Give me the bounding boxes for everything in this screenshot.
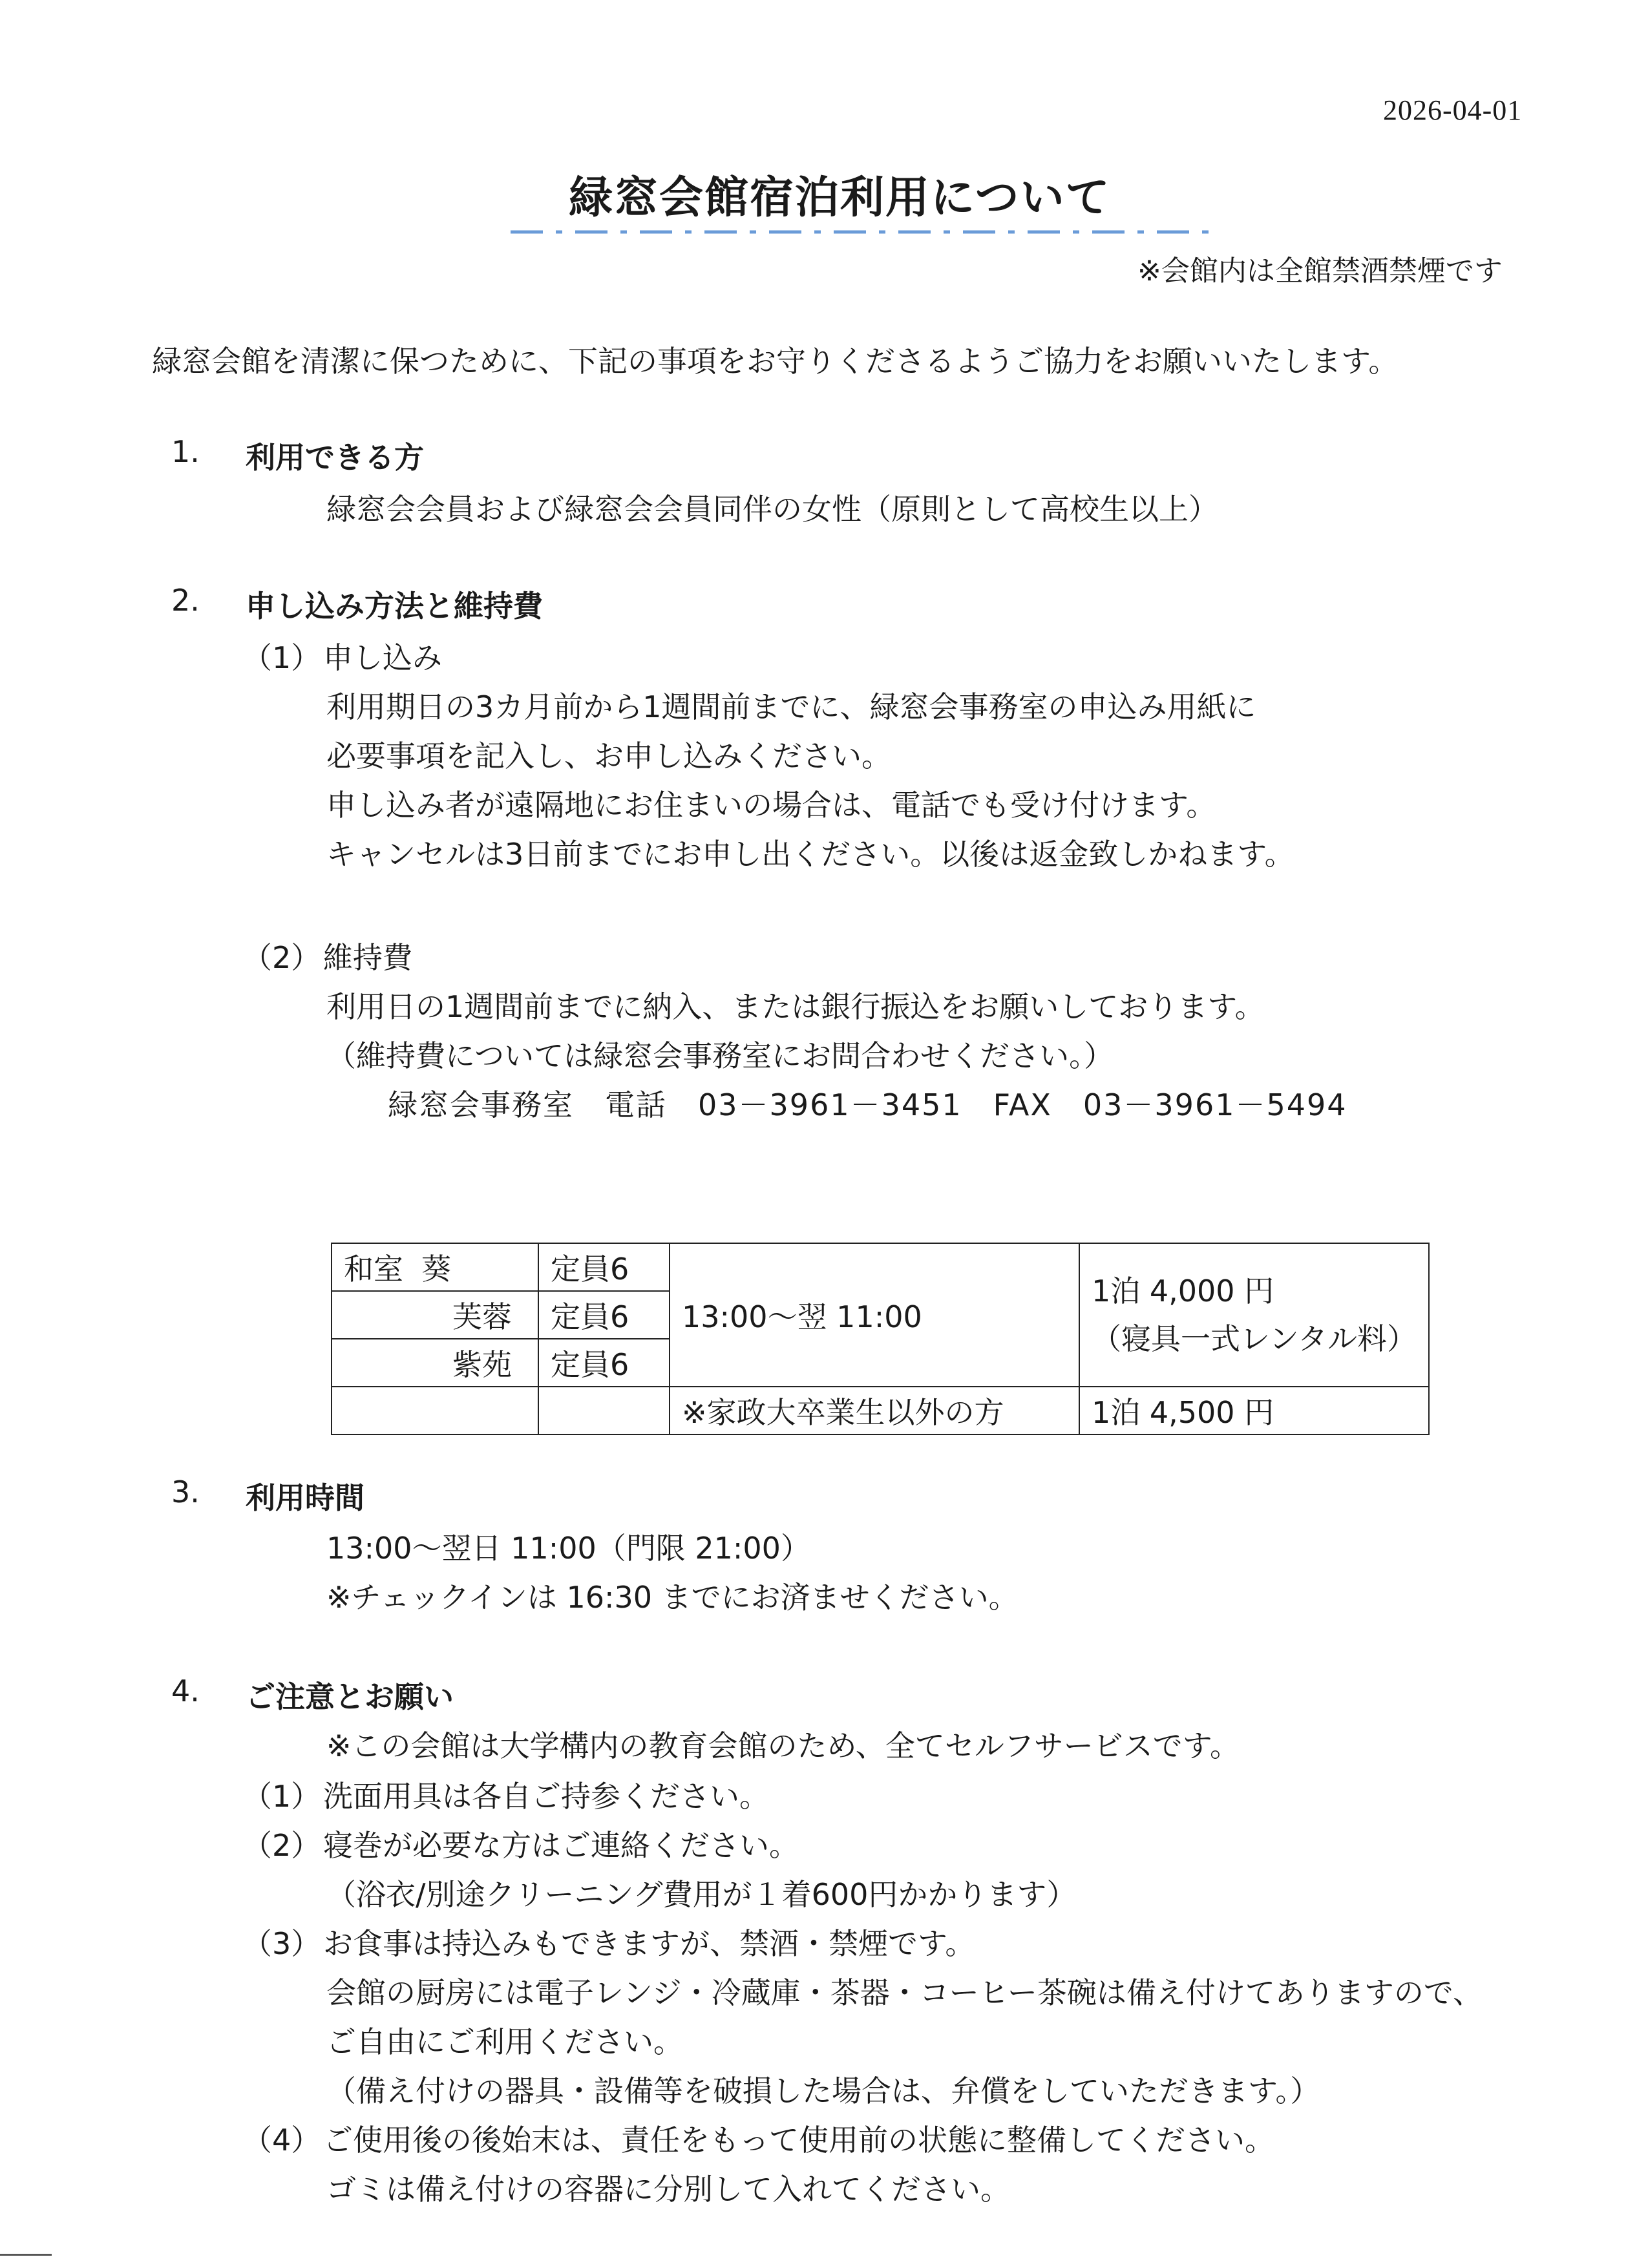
room-name: 紫苑	[332, 1339, 538, 1387]
document-date: 2026-04-01	[1383, 94, 1523, 126]
item-text: ご使用後の後始末は、責任をもって使用前の状態に整備してください。	[323, 2123, 1274, 2158]
empty-cell	[332, 1387, 538, 1434]
time-cell: 13:00～翌 11:00	[670, 1243, 1079, 1387]
item-detail: （浴衣/別途クリーニング費用が１着600円かかります）	[326, 1877, 1077, 1912]
subsection-title: 維持費	[323, 940, 412, 975]
intro-text: 緑窓会館を清潔に保つために、下記の事項をお守りくださるようご協力をお願いいたします。	[152, 344, 1399, 379]
item-text: 洗面用具は各自ご持参ください。	[323, 1779, 769, 1814]
application-line: 申し込み者が遠隔地にお住まいの場合は、電話でも受け付けます。	[326, 788, 1216, 823]
item-number: （2）	[242, 1828, 321, 1863]
capacity-cell: 定員6	[538, 1243, 670, 1291]
office-contact: 緑窓会事務室 電話 03－3961－3451 FAX 03－3961－5494	[388, 1087, 1347, 1122]
item-text: 寝巻が必要な方はご連絡ください。	[323, 1828, 799, 1863]
item-number: （4）	[242, 2123, 321, 2158]
application-line: 必要事項を記入し、お申し込みください。	[326, 739, 891, 773]
price-value: 1泊 4,000 円	[1092, 1274, 1274, 1308]
self-service-note: ※この会館は大学構内の教育会館のため、全てセルフサービスです。	[326, 1728, 1240, 1763]
section-title: ご注意とお願い	[246, 1679, 454, 1714]
other-guest-price: 1泊 4,500 円	[1079, 1387, 1429, 1434]
fee-table	[331, 1243, 1430, 1435]
hours-line: 13:00～翌日 11:00（門限 21:00）	[326, 1531, 810, 1566]
subsection-number: （1）	[242, 640, 321, 675]
room-type: 和室	[344, 1252, 403, 1286]
page-title: 緑窓会館宿泊利用について	[569, 173, 1111, 224]
item-number: （1）	[242, 1779, 321, 1814]
item-number: （3）	[242, 1926, 321, 1961]
room-name: 葵	[421, 1252, 451, 1286]
item-detail: ゴミは備え付けの容器に分別して入れてください。	[326, 2172, 1010, 2207]
application-line: キャンセルは3日前までにお申し出ください。以後は返金致しかねます。	[326, 837, 1294, 872]
empty-cell	[538, 1387, 670, 1434]
other-guest-label: ※家政大卒業生以外の方	[670, 1387, 1079, 1434]
room-name: 芙蓉	[332, 1291, 538, 1339]
section-title: 利用時間	[246, 1480, 364, 1515]
application-line: 利用期日の3カ月前から1週間前までに、緑窓会事務室の申込み用紙に	[326, 689, 1256, 724]
price-cell	[1079, 1243, 1429, 1387]
room-cell	[332, 1243, 538, 1291]
item-detail: ご自由にご利用ください。	[326, 2024, 683, 2059]
item-detail: 会館の厨房には電子レンジ・冷蔵庫・茶器・コーヒー茶碗は備え付けてありますので、	[326, 1975, 1483, 2010]
fee-line: 利用日の1週間前までに納入、または銀行振込をお願いしております。	[326, 989, 1265, 1024]
title-underline	[511, 227, 1209, 236]
table-row	[332, 1243, 1429, 1291]
eligibility-text: 緑窓会会員および緑窓会会員同伴の女性（原則として高校生以上）	[326, 492, 1218, 527]
subsection-title: 申し込み	[323, 640, 442, 675]
capacity-cell: 定員6	[538, 1291, 670, 1339]
price-note: （寝具一式レンタル料）	[1092, 1321, 1417, 1356]
no-alcohol-note: ※会館内は全館禁酒禁煙です	[1137, 255, 1503, 288]
capacity-cell: 定員6	[538, 1339, 670, 1387]
section-number: 2.	[171, 583, 200, 618]
item-detail: （備え付けの器具・設備等を破損した場合は、弁償をしていただきます。）	[326, 2074, 1320, 2108]
item-text: お食事は持込みもできますが、禁酒・禁煙です。	[323, 1926, 975, 1961]
section-title: 利用できる方	[246, 440, 424, 475]
subsection-number: （2）	[242, 940, 321, 975]
section-number: 3.	[171, 1475, 200, 1509]
section-number: 1.	[171, 434, 200, 469]
section-title: 申し込み方法と維持費	[246, 589, 543, 624]
page-edge-mark	[0, 2254, 52, 2256]
fee-line: （維持費については緑窓会事務室にお問合わせください。）	[326, 1038, 1114, 1073]
checkin-note: ※チェックインは 16:30 までにお済ませください。	[326, 1580, 1019, 1615]
table-row	[332, 1387, 1429, 1434]
section-number: 4.	[171, 1674, 200, 1708]
